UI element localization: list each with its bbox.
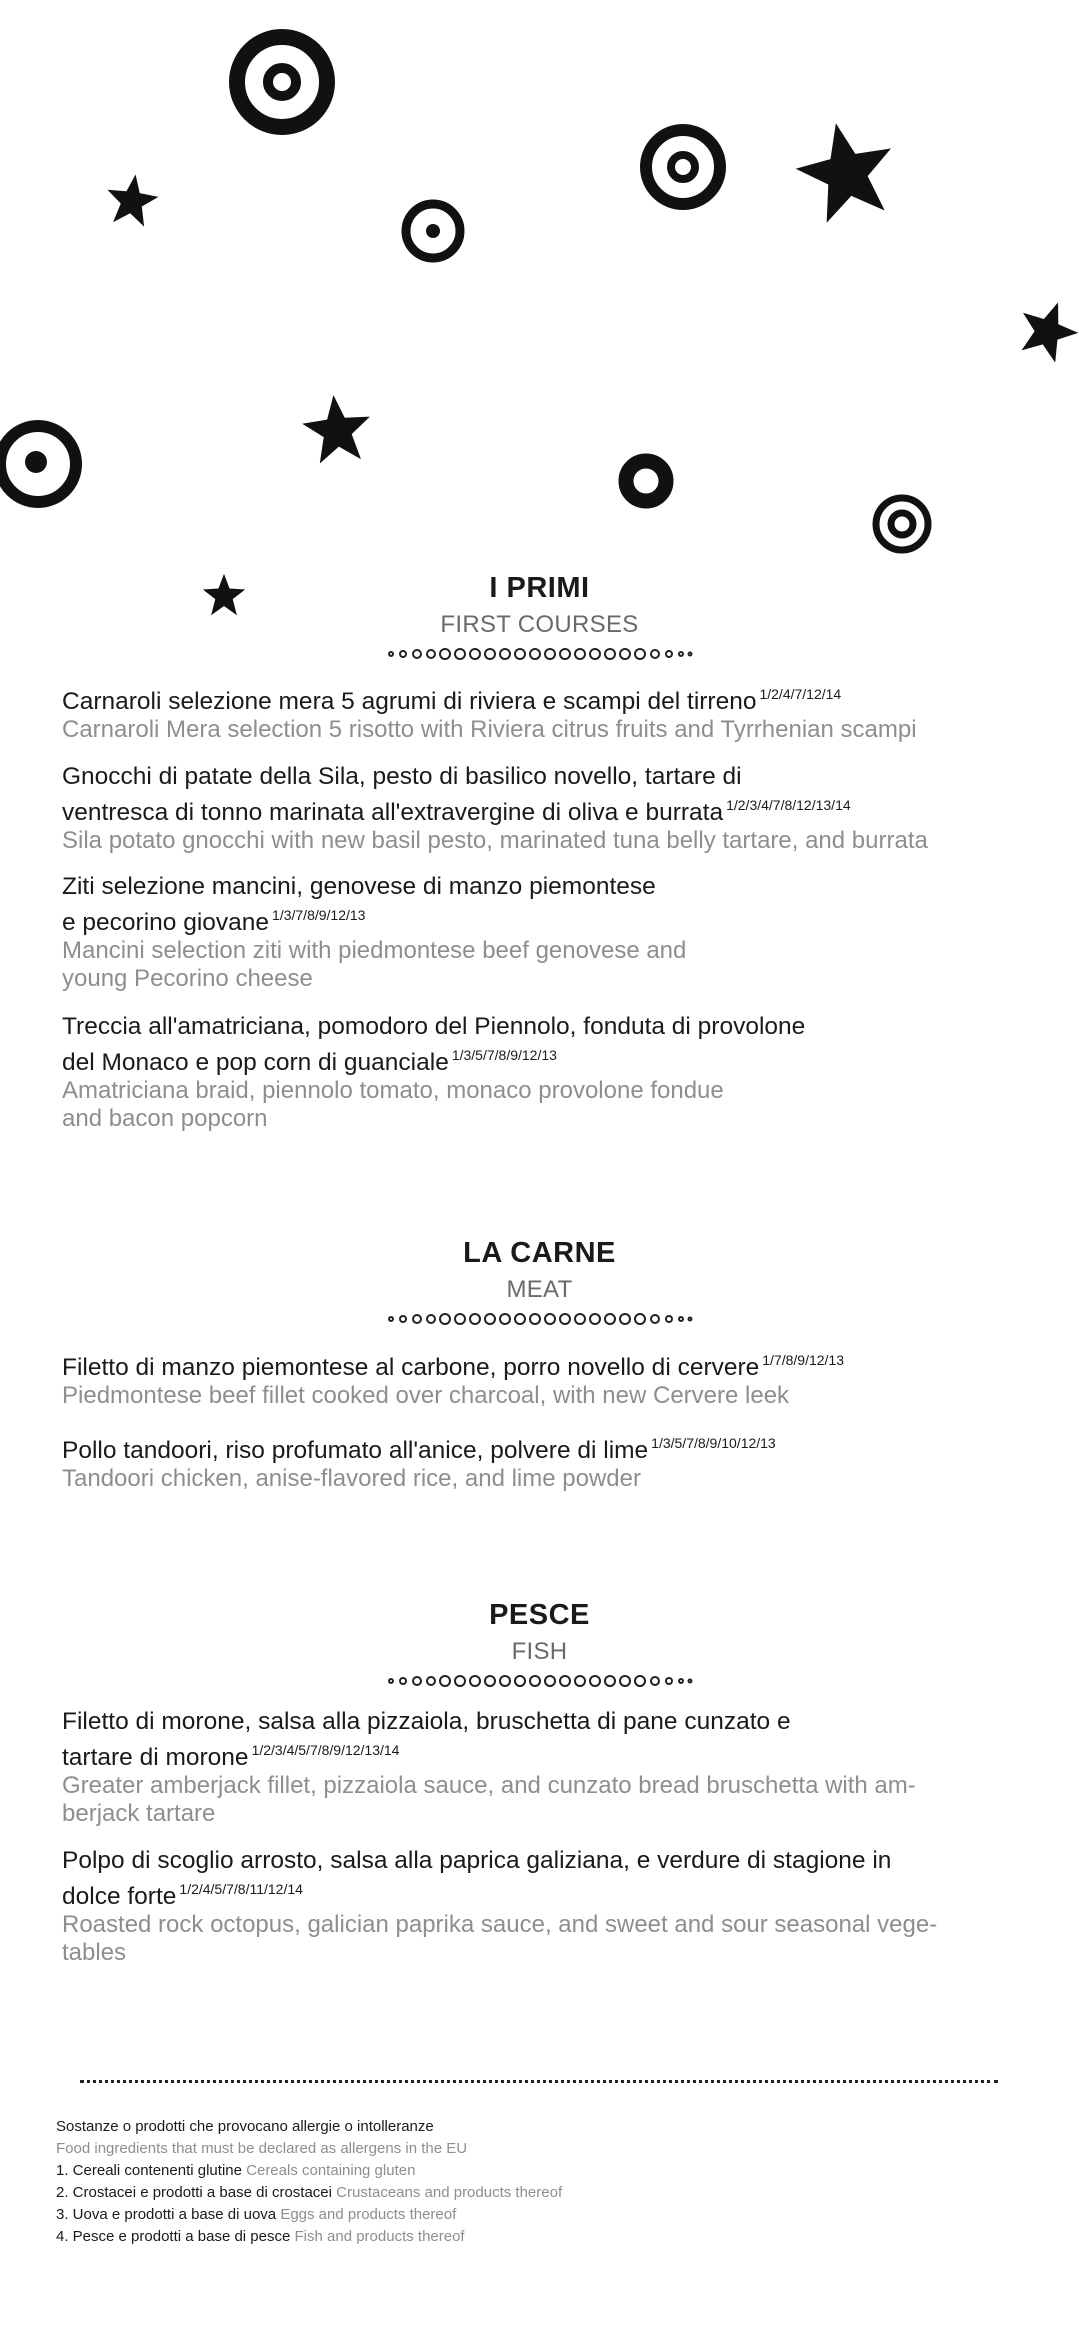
section-header-carne [0, 1237, 1079, 1326]
dish-name-it: Carnaroli selezione mera 5 agrumi di riviera e scampi del tirreno [62, 688, 757, 715]
dish-name-it: Filetto di morone, salsa alla pizzaiola, bruschetta di pane cunzato e [62, 1708, 791, 1735]
dish-name-it: dolce forte [62, 1883, 177, 1910]
section-subtitle: FISH [511, 1638, 568, 1665]
target-icon [617, 452, 675, 510]
target-icon [870, 492, 934, 556]
section-title: I PRIMI [489, 572, 590, 604]
legend-item [56, 2182, 562, 2204]
legend-item-en: Cereals containing gluten [246, 2162, 416, 2179]
allergen-legend [56, 2116, 562, 2248]
dish-name-it: Treccia all'amatriciana, pomodoro del Piennolo, fonduta di provolone [62, 1013, 806, 1040]
target-icon [638, 122, 728, 212]
legend-item-it: 2. Crostacei e prodotti a base di crostacei [56, 2184, 332, 2201]
legend-item-it: 3. Uova e prodotti a base di uova [56, 2206, 277, 2223]
dish-name-it: Gnocchi di patate della Sila, pesto di basilico novello, tartare di [62, 763, 742, 790]
star-icon [104, 170, 160, 230]
spiral-divider-icon [385, 1312, 695, 1326]
section-subtitle: MEAT [506, 1276, 573, 1303]
legend-item [56, 2226, 562, 2248]
target-icon [0, 418, 84, 510]
legend-item [56, 2160, 562, 2182]
dish-name-en: Piedmontese beef fillet cooked over charcoal, with new Cervere leek [62, 1382, 790, 1409]
legend-title-en: Food ingredients that must be declared as allergens in the EU [56, 2140, 468, 2157]
dish-item [62, 1013, 1022, 1133]
dish-name-en: Tandoori chicken, anise-flavored rice, and lime powder [62, 1465, 641, 1492]
dish-name-en: Sila potato gnocchi with new basil pesto, marinated tuna belly tartare, and burrata [62, 827, 928, 854]
legend-item-en: Crustaceans and products thereof [336, 2184, 563, 2201]
target-icon [400, 198, 466, 264]
legend-item-en: Fish and products thereof [294, 2228, 465, 2245]
section-title: PESCE [489, 1599, 590, 1631]
dish-name-it: e pecorino giovane [62, 909, 270, 936]
dish-name-it: ventresca di tonno marinata all'extravergine di oliva e burrata [62, 799, 724, 826]
dish-name-en: Mancini selection ziti with piedmontese beef genovese and [62, 937, 687, 964]
allergen-codes: 1/2/4/5/7/8/11/12/14 [179, 1881, 303, 1897]
dish-item [62, 1847, 1022, 1967]
dish-item [62, 680, 1022, 744]
legend-item [56, 2204, 562, 2226]
allergen-codes: 1/3/7/8/9/12/13 [272, 907, 366, 923]
star-icon [296, 392, 378, 466]
dotted-divider [80, 2080, 998, 2083]
spiral-divider-icon [385, 1674, 695, 1688]
dish-name-it: tartare di morone [62, 1744, 249, 1771]
dish-name-en: tables [62, 1939, 127, 1966]
dish-item [62, 1708, 1022, 1828]
dish-item [62, 1346, 1022, 1410]
legend-item-it: 4. Pesce e prodotti a base di pesce [56, 2228, 291, 2245]
target-icon [226, 26, 338, 138]
section-header-primi [0, 572, 1079, 661]
allergen-codes: 1/2/4/7/12/14 [759, 686, 842, 702]
dish-name-it: Ziti selezione mancini, genovese di manzo piemontese [62, 873, 656, 900]
dish-item [62, 1429, 1022, 1493]
section-title: LA CARNE [463, 1237, 616, 1269]
dish-item [62, 763, 1022, 855]
dish-item [62, 873, 1022, 993]
dish-name-en: young Pecorino cheese [62, 965, 313, 992]
dish-name-en: Roasted rock octopus, galician paprika sauce, and sweet and sour seasonal vege- [62, 1911, 938, 1938]
dish-name-it: Polpo di scoglio arrosto, salsa alla paprica galiziana, e verdure di stagione in [62, 1847, 892, 1874]
allergen-codes: 1/3/5/7/8/9/12/13 [451, 1047, 557, 1063]
dish-name-it: del Monaco e pop corn di guanciale [62, 1049, 449, 1076]
star-icon [788, 118, 904, 224]
dish-name-it: Pollo tandoori, riso profumato all'anice, polvere di lime [62, 1437, 649, 1464]
star-icon [1016, 288, 1079, 372]
dish-name-en: and bacon popcorn [62, 1105, 268, 1132]
section-header-pesce [0, 1599, 1079, 1688]
dish-name-en: berjack tartare [62, 1800, 216, 1827]
allergen-codes: 1/3/5/7/8/9/10/12/13 [651, 1435, 776, 1451]
allergen-codes: 1/2/3/4/7/8/12/13/14 [726, 797, 851, 813]
dish-name-en: Amatriciana braid, piennolo tomato, monaco provolone fondue [62, 1077, 724, 1104]
spiral-divider-icon [385, 647, 695, 661]
section-subtitle: FIRST COURSES [440, 611, 639, 638]
legend-item-en: Eggs and products thereof [280, 2206, 457, 2223]
dish-name-en: Greater amberjack fillet, pizzaiola sauce, and cunzato bread bruschetta with am- [62, 1772, 916, 1799]
legend-title-it: Sostanze o prodotti che provocano allergie o intolleranze [56, 2118, 434, 2135]
dish-name-it: Filetto di manzo piemontese al carbone, porro novello di cervere [62, 1354, 760, 1381]
allergen-codes: 1/2/3/4/5/7/8/9/12/13/14 [251, 1742, 400, 1758]
dish-name-en: Carnaroli Mera selection 5 risotto with Riviera citrus fruits and Tyrrhenian scampi [62, 716, 917, 743]
legend-item-it: 1. Cereali contenenti glutine [56, 2162, 242, 2179]
allergen-codes: 1/7/8/9/12/13 [762, 1352, 845, 1368]
